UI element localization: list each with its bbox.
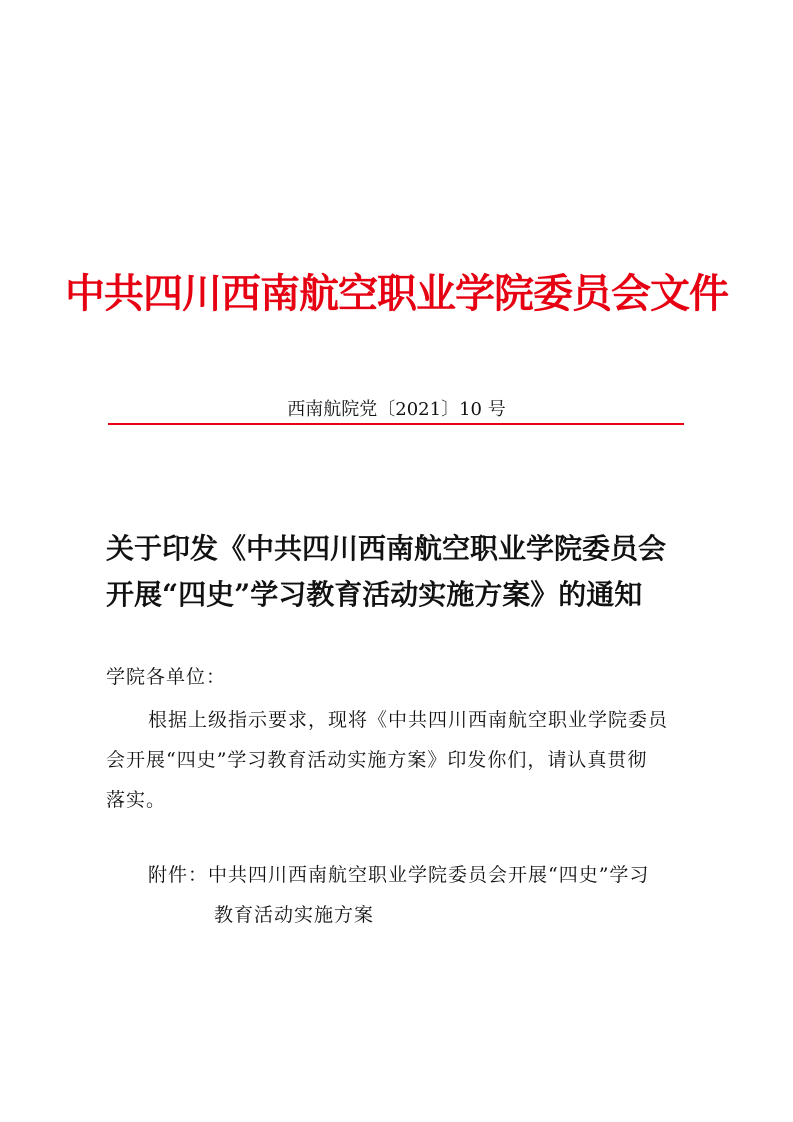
- attachment-line: 附件：中共四川西南航空职业学院委员会开展“四史”学习: [148, 864, 650, 886]
- body-line: 根据上级指示要求，现将《中共四川西南航空职业学院委员: [148, 709, 669, 731]
- red-header-rule: [108, 423, 684, 425]
- body-line: 落实。: [106, 789, 167, 811]
- body-line: 会开展“四史”学习教育活动实施方案》印发你们，请认真贯彻: [106, 749, 648, 771]
- attachment-line: 教育活动实施方案: [214, 904, 375, 926]
- notice-title: [106, 526, 706, 618]
- notice-title-line: 关于印发《中共四川西南航空职业学院委员会: [106, 532, 667, 565]
- body-paragraph: [106, 700, 706, 820]
- notice-title-line: 开展“四史”学习教育活动实施方案》的通知: [106, 578, 643, 611]
- salutation: 学院各单位：: [106, 666, 227, 688]
- org-header-title: 中共四川西南航空职业学院委员会文件: [65, 270, 728, 317]
- attachment-note: [148, 855, 708, 935]
- document-number: 西南航院党〔2021〕10 号: [287, 399, 506, 420]
